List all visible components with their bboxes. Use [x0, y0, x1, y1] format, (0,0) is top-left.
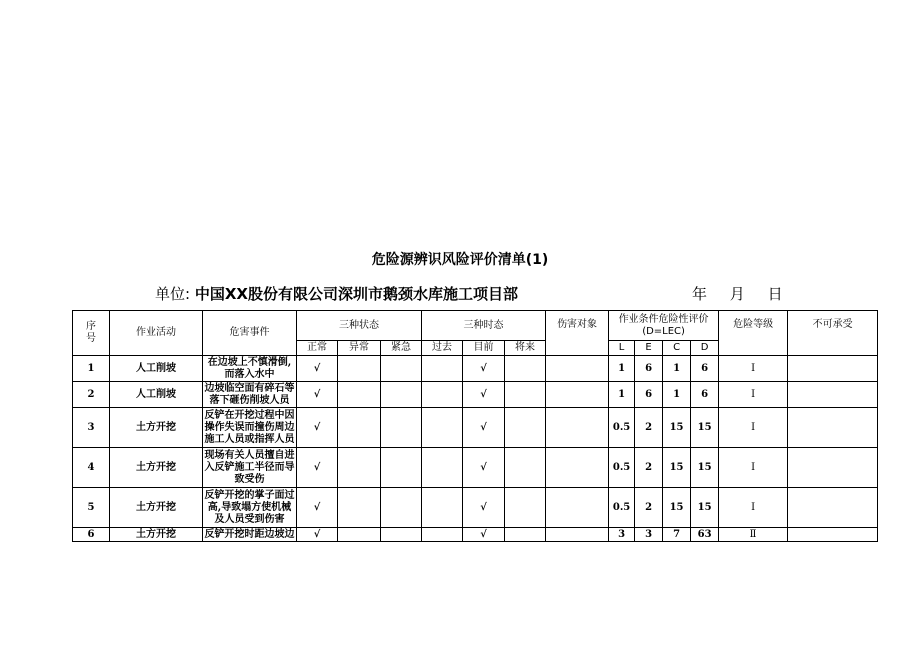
table-row — [73, 488, 878, 528]
row-tense-future — [505, 382, 546, 408]
row-L: 3 — [609, 528, 635, 542]
row-L: 1 — [609, 356, 635, 382]
row-D: 15 — [691, 408, 719, 448]
row-C: 1 — [663, 356, 691, 382]
risk-table — [72, 310, 878, 542]
row-C: 1 — [663, 382, 691, 408]
header-tenses: 三种时态 — [422, 311, 546, 341]
date-line — [692, 283, 783, 304]
row-L: 0.5 — [609, 448, 635, 488]
header-tense-past: 过去 — [422, 341, 463, 356]
row-D: 15 — [691, 448, 719, 488]
row-tense-future — [505, 408, 546, 448]
page-title: 危险源辨识风险评价清单(1) — [371, 252, 549, 268]
table-row — [73, 382, 878, 408]
table-row — [73, 356, 878, 382]
row-D: 6 — [691, 356, 719, 382]
row-target — [546, 528, 609, 542]
row-tense-past — [422, 356, 463, 382]
row-unacceptable — [788, 528, 878, 542]
row-level: Ⅰ — [719, 382, 788, 408]
row-D: 15 — [691, 488, 719, 528]
row-state-emergency — [381, 382, 422, 408]
row-event: 反铲开挖时距边坡边 — [204, 528, 295, 540]
row-seq: 4 — [73, 448, 110, 488]
row-E: 2 — [635, 448, 663, 488]
header-E: E — [635, 341, 663, 356]
row-L: 0.5 — [609, 488, 635, 528]
header-D: D — [691, 341, 719, 356]
unit-line — [155, 283, 518, 304]
row-tense-now: √ — [463, 488, 505, 528]
row-state-abnormal — [338, 382, 381, 408]
row-seq: 6 — [73, 528, 110, 542]
row-state-abnormal — [338, 488, 381, 528]
row-unacceptable — [788, 382, 878, 408]
row-state-abnormal — [338, 408, 381, 448]
header-states: 三种状态 — [297, 311, 422, 341]
date-day: 日 — [767, 285, 783, 303]
row-E: 6 — [635, 356, 663, 382]
table-row — [73, 408, 878, 448]
row-tense-future — [505, 528, 546, 542]
row-seq: 1 — [73, 356, 110, 382]
header-state-emergency: 紧急 — [381, 341, 422, 356]
row-target — [546, 382, 609, 408]
row-unacceptable — [788, 448, 878, 488]
row-tense-now: √ — [463, 382, 505, 408]
row-target — [546, 408, 609, 448]
row-state-emergency — [381, 356, 422, 382]
header-activity: 作业活动 — [110, 311, 203, 356]
row-L: 0.5 — [609, 408, 635, 448]
row-tense-past — [422, 382, 463, 408]
row-level: Ⅰ — [719, 448, 788, 488]
header-level: 危险等级 — [719, 311, 788, 356]
row-C: 15 — [663, 488, 691, 528]
row-activity: 人工削坡 — [110, 382, 203, 408]
row-E: 2 — [635, 408, 663, 448]
row-activity: 土方开挖 — [110, 528, 203, 542]
date-year: 年 — [692, 285, 708, 303]
header-state-abnormal: 异常 — [338, 341, 381, 356]
row-seq: 5 — [73, 488, 110, 528]
row-E: 3 — [635, 528, 663, 542]
row-state-abnormal — [338, 528, 381, 542]
row-tense-future — [505, 356, 546, 382]
header-row-1 — [73, 311, 878, 341]
row-C: 7 — [663, 528, 691, 542]
unit-label: 单位: — [155, 285, 195, 303]
header-lec: 作业条件危险性评价(D=LEC) — [609, 311, 719, 341]
row-activity: 土方开挖 — [110, 488, 203, 528]
row-E: 2 — [635, 488, 663, 528]
header-C: C — [663, 341, 691, 356]
table-row — [73, 448, 878, 488]
row-activity: 人工削坡 — [110, 356, 203, 382]
row-state-normal: √ — [297, 488, 338, 528]
row-tense-past — [422, 528, 463, 542]
row-event: 反铲开挖的掌子面过高,导致塌方使机械及人员受到伤害 — [203, 488, 297, 528]
row-target — [546, 356, 609, 382]
table-row — [73, 528, 878, 542]
row-seq: 3 — [73, 408, 110, 448]
row-activity: 土方开挖 — [110, 408, 203, 448]
row-state-emergency — [381, 528, 422, 542]
row-level: Ⅰ — [719, 488, 788, 528]
row-E: 6 — [635, 382, 663, 408]
row-state-normal: √ — [297, 356, 338, 382]
header-L: L — [609, 341, 635, 356]
row-unacceptable — [788, 408, 878, 448]
row-state-abnormal — [338, 356, 381, 382]
row-tense-now: √ — [463, 408, 505, 448]
row-tense-past — [422, 488, 463, 528]
row-C: 15 — [663, 448, 691, 488]
header-tense-now: 目前 — [463, 341, 505, 356]
row-tense-past — [422, 408, 463, 448]
header-tense-future: 将来 — [505, 341, 546, 356]
row-tense-now: √ — [463, 528, 505, 542]
row-state-emergency — [381, 488, 422, 528]
row-event: 现场有关人员擅自进入反铲施工半径而导致受伤 — [203, 448, 297, 488]
date-month: 月 — [729, 285, 745, 303]
row-L: 1 — [609, 382, 635, 408]
row-tense-future — [505, 488, 546, 528]
row-event: 在边坡上不慎滑倒,而落入水中 — [203, 356, 297, 382]
row-state-normal: √ — [297, 528, 338, 542]
unit-name: 中国XX股份有限公司深圳市鹅颈水库施工项目部 — [194, 285, 518, 303]
row-tense-now: √ — [463, 448, 505, 488]
row-target — [546, 448, 609, 488]
row-state-emergency — [381, 408, 422, 448]
row-tense-now: √ — [463, 356, 505, 382]
row-tense-past — [422, 448, 463, 488]
header-unacceptable: 不可承受 — [788, 311, 878, 356]
row-event: 反铲在开挖过程中因操作失误而撞伤周边施工人员或指挥人员 — [203, 408, 297, 448]
row-state-normal: √ — [297, 448, 338, 488]
row-state-emergency — [381, 448, 422, 488]
row-C: 15 — [663, 408, 691, 448]
row-seq: 2 — [73, 382, 110, 408]
row-activity: 土方开挖 — [110, 448, 203, 488]
row-unacceptable — [788, 356, 878, 382]
header-seq: 序号 — [73, 311, 110, 356]
row-state-normal: √ — [297, 382, 338, 408]
row-state-abnormal — [338, 448, 381, 488]
row-tense-future — [505, 448, 546, 488]
header-state-normal: 正常 — [297, 341, 338, 356]
row-D: 63 — [691, 528, 719, 542]
row-target — [546, 488, 609, 528]
row-event: 边坡临空面有碎石等落下砸伤削坡人员 — [204, 382, 295, 406]
row-level: Ⅰ — [719, 356, 788, 382]
header-target: 伤害对象 — [546, 311, 609, 356]
row-D: 6 — [691, 382, 719, 408]
row-level: Ⅱ — [719, 528, 788, 542]
row-state-normal: √ — [297, 408, 338, 448]
header-event: 危害事件 — [203, 311, 297, 356]
row-unacceptable — [788, 488, 878, 528]
row-level: Ⅰ — [719, 408, 788, 448]
